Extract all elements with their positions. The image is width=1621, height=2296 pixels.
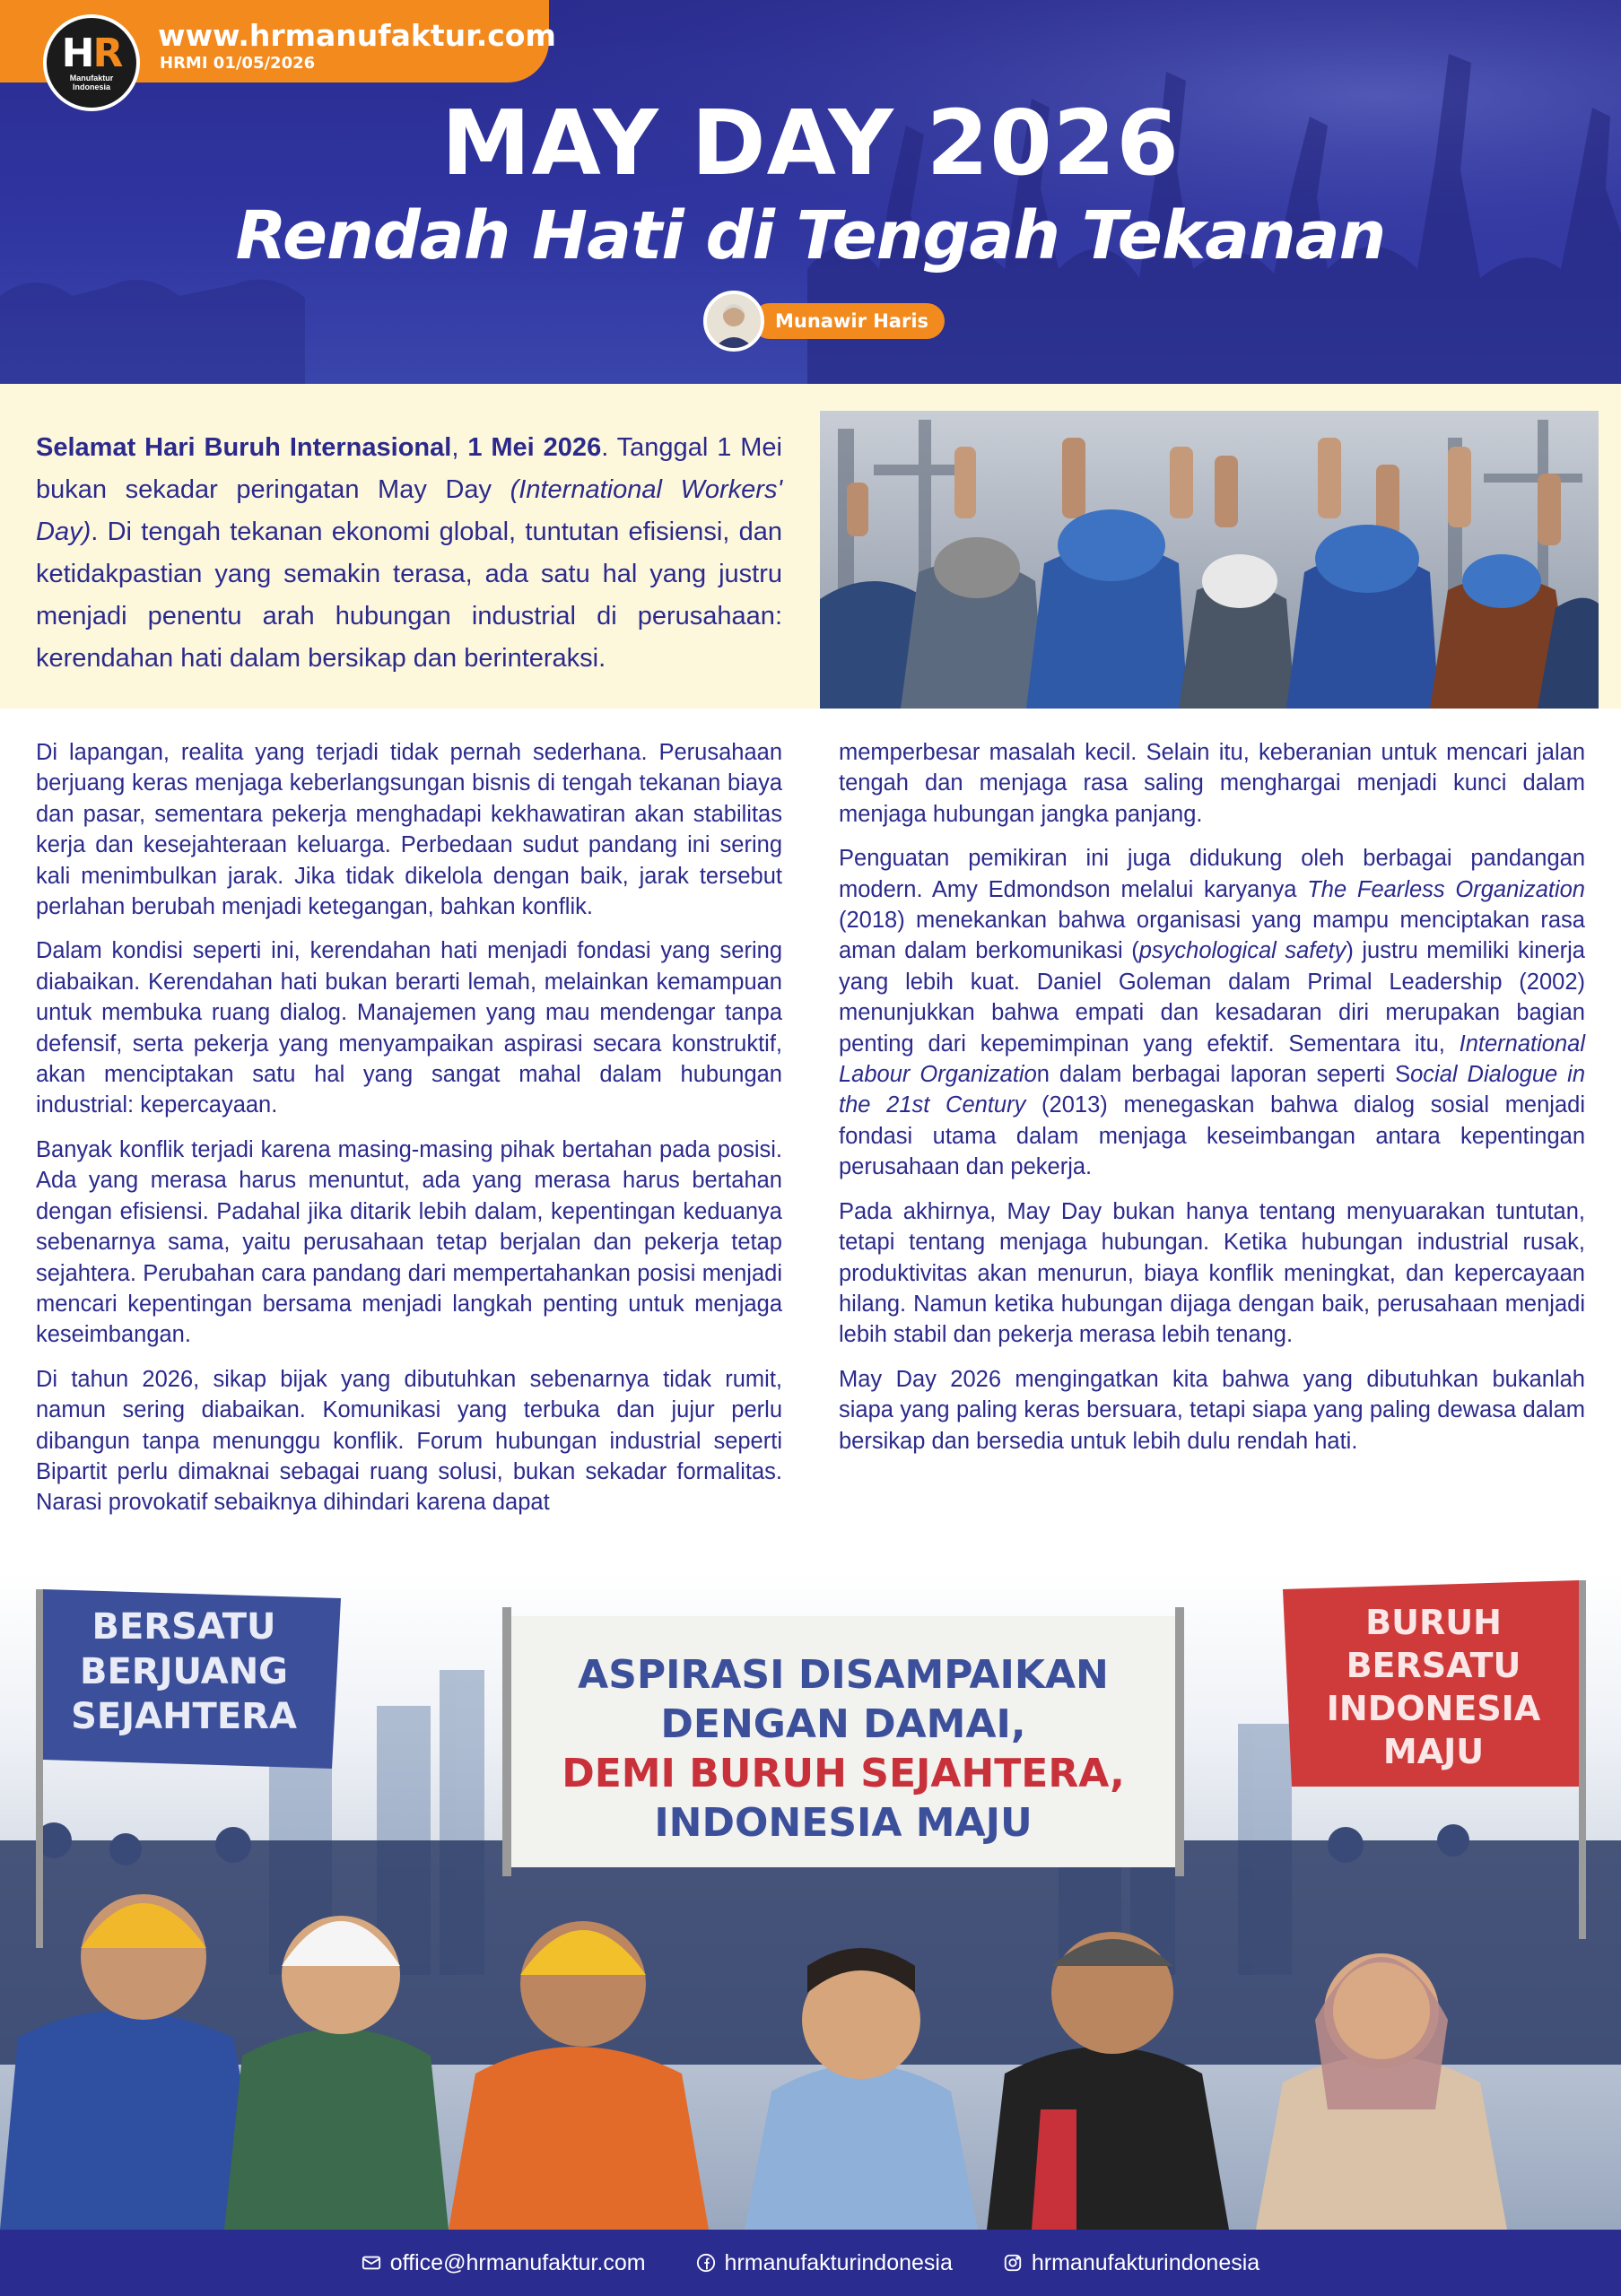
article-paragraph: Penguatan pemikiran ini juga didukung oleh berbagai pandangan modern. Amy Edmondson melalui karyanya The Fearless Organization (2018) menekankan bahwa organisasi yang mampu menciptakan rasa aman dalam berkomunikasi (psychological safety) justru memiliki kinerja yang lebih kuat. Daniel Goleman dalam Primal Leadership (2002) menunjukkan bahwa empati dan kesadaran diri merupakan bagian penting dari kepemimpinan yang efektif. Sementara itu, International Labour Organization dalam berbagai laporan seperti Social Dialogue in the 21st Century (2013) menegaskan bahwa dialog sosial menjadi fondasi utama dalam menjaga keseimbangan antara kepentingan perusahaan dan pekerja. bbox=[839, 846, 1586, 1180]
page-subtitle: Rendah Hati di Tengah Tekanan bbox=[235, 197, 1386, 274]
footer-email-text: office@hrmanufaktur.com bbox=[389, 2249, 646, 2275]
flag-left-line1: BERSATU bbox=[92, 1606, 276, 1648]
flag-left-line3: SEJAHTERA bbox=[71, 1696, 297, 1737]
document-code: HRMI 01/05/2026 bbox=[160, 54, 316, 73]
footer-facebook-text: hrmanufakturindonesia bbox=[724, 2249, 953, 2275]
logo-subtitle: Manufaktur Indonesia bbox=[69, 74, 114, 91]
footer-instagram[interactable] bbox=[1003, 2250, 1259, 2276]
author-badge bbox=[703, 291, 945, 352]
flag-left-line2: BERJUANG bbox=[79, 1651, 289, 1692]
article-paragraph: memperbesar masalah kecil. Selain itu, keberanian untuk mencari jalan tengah dan menjaga rasa saling menghargai menjadi kunci dalam menjaga hubungan jangka panjang. bbox=[839, 740, 1585, 827]
website-url[interactable]: www.hrmanufaktur.com bbox=[158, 18, 556, 53]
author-avatar bbox=[703, 291, 764, 352]
center-banner bbox=[502, 1607, 1184, 1876]
article-paragraph: May Day 2026 mengingatkan kita bahwa yang dibutuhkan bukanlah siapa yang paling keras bersuara, tetapi siapa yang paling dewasa dalam bersikap dan bersedia untuk lebih dulu rendah hati. bbox=[839, 1366, 1585, 1454]
article-paragraph: Di tahun 2026, sikap bijak yang dibutuhkan sebenarnya tidak rumit, namun sering diabaikan. Komunikasi yang terbuka dan jujur perlu dibangun tanpa menunggu konflik. Forum hubungan industrial seperti Bipartit perlu dimaknai sebagai ruang solusi, bukan sekadar formalitas. Narasi provokatif sebaiknya dihindari karena dapat bbox=[36, 1366, 782, 1516]
footer bbox=[0, 2230, 1621, 2296]
workers-rally-illustration bbox=[0, 1571, 1621, 2230]
footer-email[interactable] bbox=[362, 2250, 646, 2276]
page-title: MAY DAY 2026 bbox=[441, 91, 1180, 196]
mail-icon bbox=[362, 2253, 381, 2273]
facebook-icon bbox=[696, 2253, 716, 2273]
flag-right-line1: BURUH bbox=[1365, 1603, 1502, 1642]
flag-right-line3: INDONESIA bbox=[1326, 1689, 1541, 1728]
intro-paragraph: Selamat Hari Buruh Internasional, 1 Mei 2026. Tanggal 1 Mei bukan sekadar peringatan May Day (International Workers' Day). Di tengah tekanan ekonomi global, tuntutan efisiensi, dan ketidakpastian yang semakin terasa, ada satu hal yang justru menjadi penentu arah hubungan industrial di perusahaan: kerendahan hati dalam bersikap dan berinteraksi. bbox=[36, 433, 782, 673]
author-name: Munawir Haris bbox=[752, 303, 945, 339]
workers-raising-fists-photo bbox=[820, 411, 1599, 709]
article-paragraph: Di lapangan, realita yang terjadi tidak pernah sederhana. Perusahaan berjuang keras menjaga keberlangsungan bisnis di tengah tekanan biaya dan pasar, sementara pekerja menghadapi kekhawatiran akan stabilitas kerja dan kesejahteraan keluarga. Perbedaan sudut pandang ini sering kali menimbulkan jarak. Jika tidak dikelola dengan baik, jarak tersebut perlahan berubah menjadi ketegangan, bahkan konflik. bbox=[36, 740, 782, 920]
article-paragraph: Banyak konflik terjadi karena masing-masing pihak bertahan pada posisi. Ada yang merasa harus menuntut, ada yang merasa harus bertahan dengan efisiensi. Padahal jika ditarik lebih dalam, kepentingan keduanya sebenarnya sama, yaitu perusahaan tetap berjalan dan pekerja tetap sejahtera. Perubahan cara pandang dari mempertahankan posisi menjadi mencari kepentingan bersama menjadi langkah penting untuk menjaga keseimbangan. bbox=[36, 1136, 782, 1348]
flag-right-line2: BERSATU bbox=[1346, 1646, 1521, 1685]
footer-instagram-text: hrmanufakturindonesia bbox=[1031, 2249, 1260, 2275]
article-column-right bbox=[839, 737, 1585, 1470]
article-paragraph: Pada akhirnya, May Day bukan hanya tentang menyuarakan tuntutan, tetapi tentang menjaga hubungan. Ketika hubungan industrial rusak, produktivitas akan menurun, biaya konflik meningkat, dan kepercayaan hilang. Namun ketika hubungan dijaga dengan baik, perusahaan menjadi lebih stabil dan pekerja merasa lebih tenang. bbox=[839, 1198, 1585, 1348]
banner-line3: DEMI BURUH SEJAHTERA, bbox=[562, 1751, 1125, 1796]
banner-line4: INDONESIA MAJU bbox=[654, 1800, 1033, 1846]
hr-manufaktur-logo: HR Manufaktur Indonesia bbox=[43, 14, 140, 111]
banner-line2: DENGAN DAMAI, bbox=[660, 1701, 1026, 1747]
flag-right-line4: MAJU bbox=[1382, 1732, 1485, 1771]
header bbox=[0, 0, 1621, 384]
article-paragraph: Dalam kondisi seperti ini, kerendahan hati menjadi fondasi yang sering diabaikan. Kerendahan hati bukan berarti lemah, melainkan kemampuan untuk membuka ruang dialog. Manajemen yang mau mendengar tanpa defensif, serta pekerja yang menyampaikan aspirasi secara konstruktif, akan menciptakan satu hal yang sangat mahal dalam hubungan industrial: kepercayaan. bbox=[36, 938, 782, 1118]
instagram-icon bbox=[1003, 2253, 1023, 2273]
footer-facebook[interactable] bbox=[696, 2250, 953, 2276]
banner-line1: ASPIRASI DISAMPAIKAN bbox=[578, 1652, 1109, 1698]
article-column-left bbox=[36, 737, 782, 1532]
